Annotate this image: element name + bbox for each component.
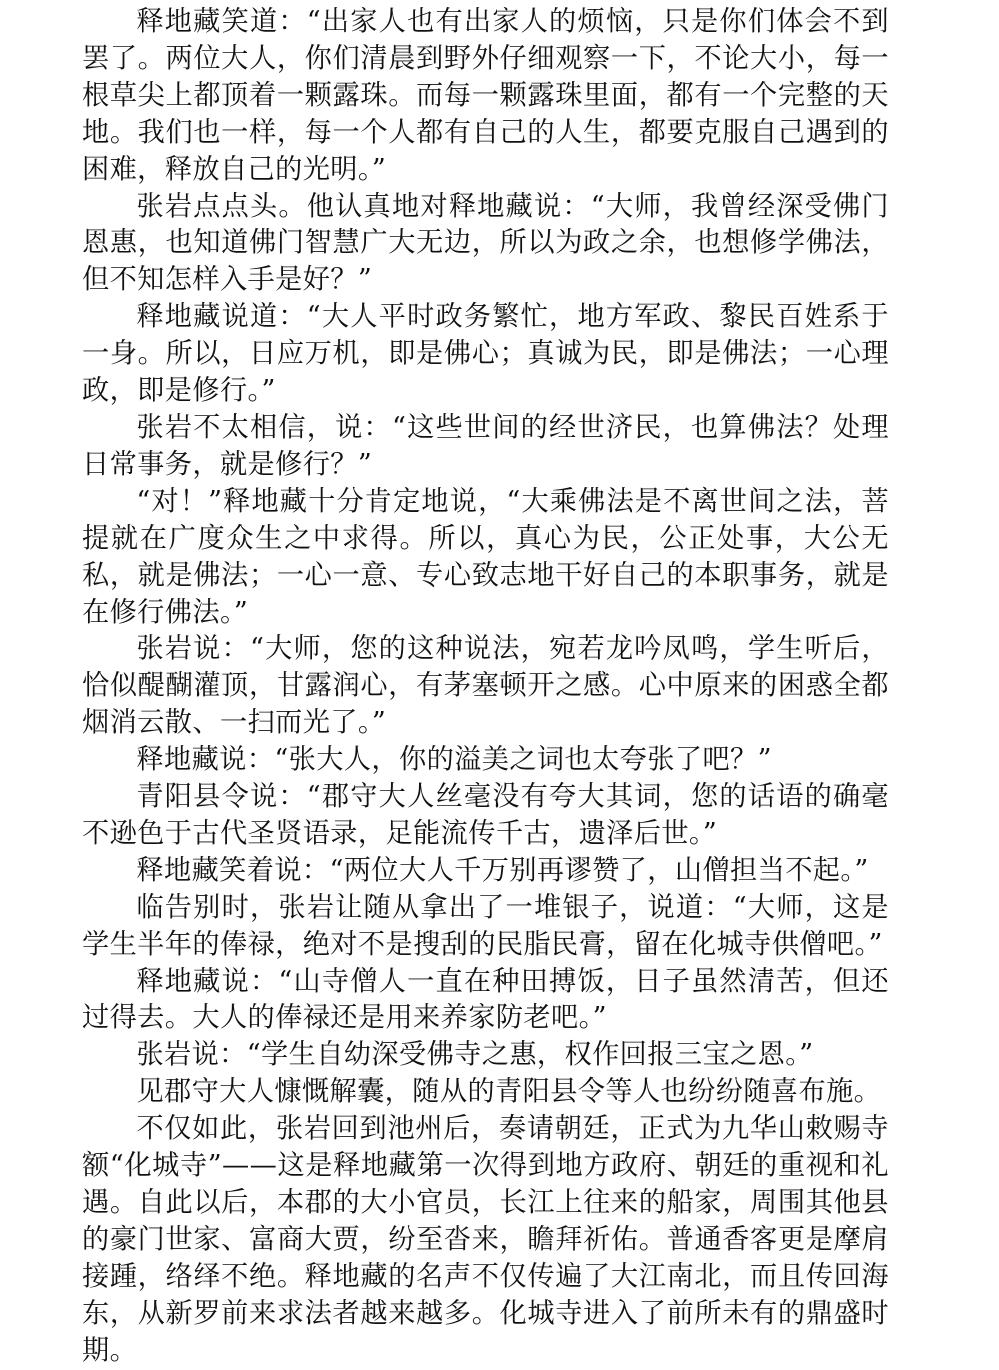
paragraph: “对！”释地藏十分肯定地说，“大乘佛法是不离世间之法，菩提就在广度众生之中求得。所以，真心为民，公正处事，大公无私，就是佛法；一心一意、专心致志地干好自己的本职事务，就是在修行佛法。” — [82, 485, 889, 628]
paragraph: 释地藏说：“山寺僧人一直在种田搏饭，日子虽然清苦，但还过得去。大人的俸禄还是用来养家防老吧。” — [82, 965, 889, 1034]
paragraph: 释地藏说：“张大人，你的溢美之词也太夸张了吧？” — [136, 744, 772, 776]
paragraph: 释地藏笑着说：“两位大人千万别再谬赞了，山僧担当不起。” — [136, 854, 869, 886]
paragraph: 释地藏说道：“大人平时政务繁忙，地方军政、黎民百姓系于一身。所以，日应万机，即是佛心；真诚为民，即是佛法；一心理政，即是修行。” — [82, 301, 889, 407]
paragraph: 释地藏笑道：“出家人也有出家人的烦恼，只是你们体会不到罢了。两位大人，你们清晨到野外仔细观察一下，不论大小，每一根草尖上都顶着一颗露珠。而每一颗露珠里面，都有一个完整的天地。我们也一样，每一个人都有自己的人生，都要克服自己遇到的困难，释放自己的光明。” — [82, 6, 889, 185]
paragraph: 张岩说：“学生自幼深受佛寺之惠，权作回报三宝之恩。” — [136, 1039, 814, 1071]
paragraph: 不仅如此，张岩回到池州后，奏请朝廷，正式为九华山敕赐寺额“化城寺”——这是释地藏第一次得到地方政府、朝廷的重视和礼遇。自此以后，本郡的大小官员，长江上往来的船家，周围其他县的豪门世家、富商大贾，纷至沓来，瞻拜祈佑。普通香客更是摩肩接踵，络绎不绝。释地藏的名声不仅传遍了大江南北，而且传回海东，从新罗前来求法者越来越多。化城寺进入了前所未有的鼎盛时期。 — [82, 1113, 889, 1366]
paragraph: 临告别时，张岩让随从拿出了一堆银子，说道：“大师，这是学生半年的俸禄，绝对不是搜刮的民脂民膏，留在化城寺供僧吧。” — [82, 891, 889, 960]
paragraph: 张岩不太相信，说：“这些世间的经世济民，也算佛法？处理日常事务，就是修行？” — [82, 411, 889, 480]
paragraph: 青阳县令说：“郡守大人丝毫没有夸大其词，您的话语的确毫不逊色于古代圣贤语录，足能流传千古，遗泽后世。” — [82, 781, 889, 849]
paragraph: 张岩说：“大师，您的这种说法，宛若龙吟凤鸣，学生听后，恰似醍醐灌顶，甘露润心，有茅塞顿开之感。心中原来的困惑全都烟消云散、一扫而光了。” — [82, 633, 889, 739]
paragraph: 张岩点点头。他认真地对释地藏说：“大师，我曾经深受佛门恩惠，也知道佛门智慧广大无边，所以为政之余，也想修学佛法，但不知怎样入手是好？” — [82, 190, 889, 296]
paragraph: 见郡守大人慷慨解囊，随从的青阳县令等人也纷纷随喜布施。 — [136, 1076, 882, 1108]
